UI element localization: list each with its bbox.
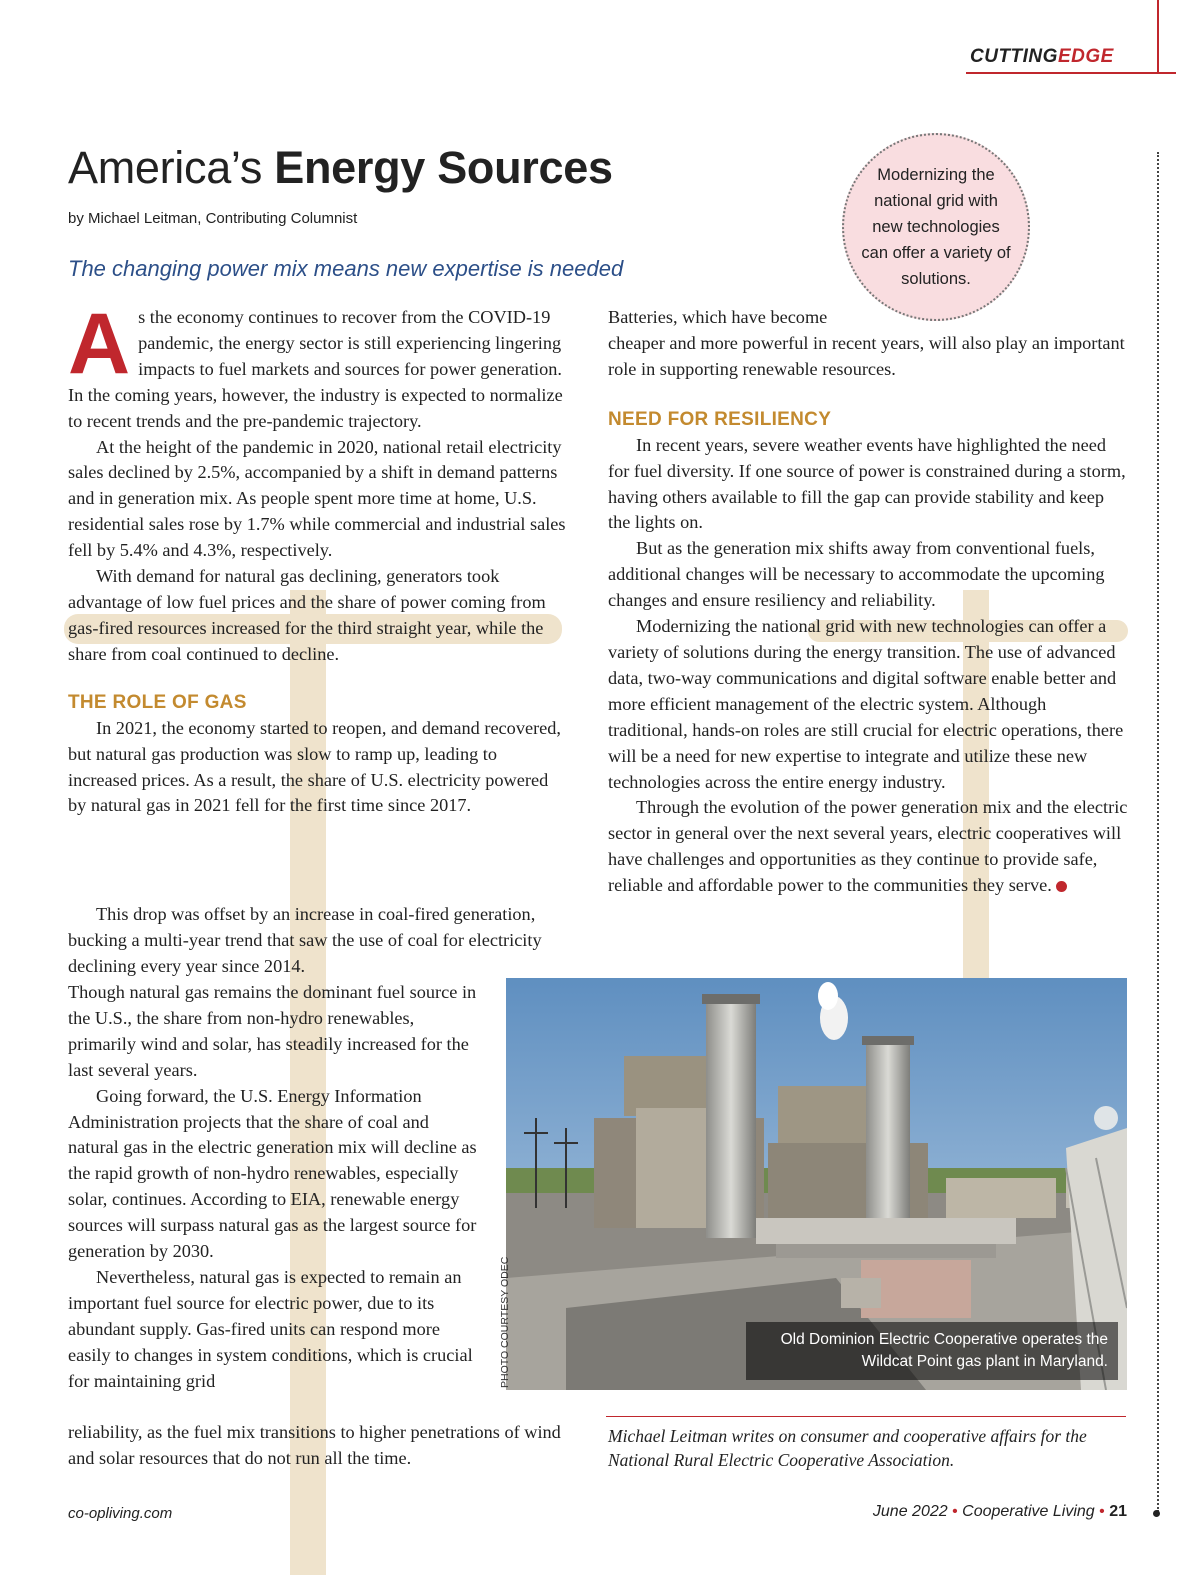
- footer-folio: [873, 1503, 1127, 1521]
- dotted-rule-end-dot: [1153, 1510, 1160, 1517]
- paragraph: Modernizing the national grid with new technologies can offer a variety of solutions during the energy transition. The use of advanced data, two-way communications and digital software enable better and more efficient management of the electric system. Although traditional, hands-on roles are still crucial for electric operations, there will be a need for new expertise to integrate and utilize these new technologies across the entire energy industry.: [608, 616, 1124, 792]
- paragraph: Batteries, which have become cheaper and more powerful in recent years, will also play an important role in supporting renewable resources.: [608, 307, 1125, 379]
- left-column: [68, 296, 568, 819]
- end-mark-dot: [1056, 881, 1067, 892]
- page-number: 21: [1109, 1503, 1127, 1520]
- paragraph: With demand for natural gas declining, generators took advantage of low fuel prices and the share of power coming from gas-fired resources increased for the third straight year, while the share from coal continued to decline.: [68, 566, 546, 664]
- pull-quote-text: Modernizing the national grid with new technologies can offer a variety of solutions.: [861, 166, 1011, 288]
- author-bio: Michael Leitman writes on consumer and cooperative affairs for the National Rural Electric Cooperative Association.: [608, 1426, 1087, 1470]
- paragraph: In recent years, severe weather events have highlighted the need for fuel diversity. If one source of power is constrained during a storm, having others available to fill the gap can provide stability and keep the lights on.: [608, 434, 1126, 533]
- section-heading-need-for-resiliency: NEED FOR RESILIENCY: [608, 408, 832, 430]
- section-tag-underline: [966, 72, 1176, 74]
- photo-caption: Old Dominion Electric Cooperative operates the Wildcat Point gas plant in Maryland.: [746, 1322, 1118, 1380]
- paragraph: Nevertheless, natural gas is expected to remain an important fuel source for electric power, due to its abundant supply. Gas-fired units can respond more easily to changes in system conditions, which is crucial for maintaining grid: [68, 1266, 473, 1391]
- footer-separator: •: [1099, 1503, 1105, 1520]
- drop-cap: A: [68, 296, 131, 392]
- byline: by Michael Leitman, Contributing Columnist: [68, 210, 358, 227]
- dotted-margin-rule: [1157, 152, 1159, 1512]
- paragraph: Going forward, the U.S. Energy Information Administration projects that the share of coal and natural gas in the electric generation mix will decline as the rapid growth of non-hydro renewables, especially solar, continues. According to EIA, renewable energy sources will surpass natural gas as the largest source for generation by 2030.: [68, 1085, 477, 1262]
- section-tag: CUTTINGEDGE: [970, 46, 1114, 67]
- right-column: [608, 305, 1128, 899]
- paragraph: reliability, as the fuel mix transitions to higher penetrations of wind and solar resources that do not run all the time.: [68, 1422, 561, 1468]
- pull-quote: [842, 133, 1030, 321]
- section-heading-role-of-gas: THE ROLE OF GAS: [68, 691, 247, 713]
- header-accent-line: [1157, 0, 1159, 74]
- paragraph: Though natural gas remains the dominant fuel source in the U.S., the share from non-hydro renewables, primarily wind and solar, has steadily increased for the last several years.: [68, 982, 477, 1080]
- paragraph-intro: As the economy continues to recover from the COVID-19 pandemic, the energy sector is still experiencing lingering impacts to fuel markets and sources for power generation. In the coming years, however, the industry is expected to normalize to recent trends and the pre-pandemic trajectory.: [68, 296, 563, 431]
- bio-divider: [606, 1416, 1126, 1417]
- footer-magazine: Cooperative Living: [962, 1503, 1095, 1520]
- article-subtitle: The changing power mix means new expertise is needed: [68, 256, 624, 281]
- paragraph: But as the generation mix shifts away from conventional fuels, additional changes will be necessary to accommodate the upcoming changes and ensure resiliency and reliability.: [608, 538, 1105, 611]
- left-column-narrow: [68, 980, 480, 1395]
- paragraph-closing: Through the evolution of the power generation mix and the electric sector in general over the next several years, electric cooperatives will have challenges and opportunities as they continue to provide safe, reliable and affordable power to the communities they serve.: [608, 797, 1128, 896]
- paragraph: In 2021, the economy started to reopen, and demand recovered, but natural gas production was slow to ramp up, leading to increased prices. As a result, the share of U.S. electricity powered by natural gas in 2021 fell for the first time since 2017.: [68, 717, 561, 816]
- title-plain: America’s: [68, 142, 263, 193]
- article-title: [68, 142, 613, 194]
- title-bold: Energy Sources: [274, 142, 613, 193]
- left-column-bottom: [68, 1420, 568, 1472]
- footer-separator: •: [952, 1503, 958, 1520]
- left-column-wide: [68, 902, 586, 980]
- paragraph: At the height of the pandemic in 2020, national retail electricity sales declined by 2.5%, accompanied by a shift in demand patterns and in generation mix. As people spent more time at home, U.S. residential sales rose by 1.7% while commercial and industrial sales fell by 5.4% and 4.3%, respectively.: [68, 436, 566, 561]
- footer-website: co-opliving.com: [68, 1505, 173, 1522]
- photo-credit: PHOTO COURTESY ODEC: [499, 1256, 511, 1388]
- paragraph: This drop was offset by an increase in coal-fired generation, bucking a multi-year trend that saw the use of coal for electricity declining every year since 2014.: [68, 904, 542, 976]
- footer-date: June 2022: [872, 1503, 948, 1520]
